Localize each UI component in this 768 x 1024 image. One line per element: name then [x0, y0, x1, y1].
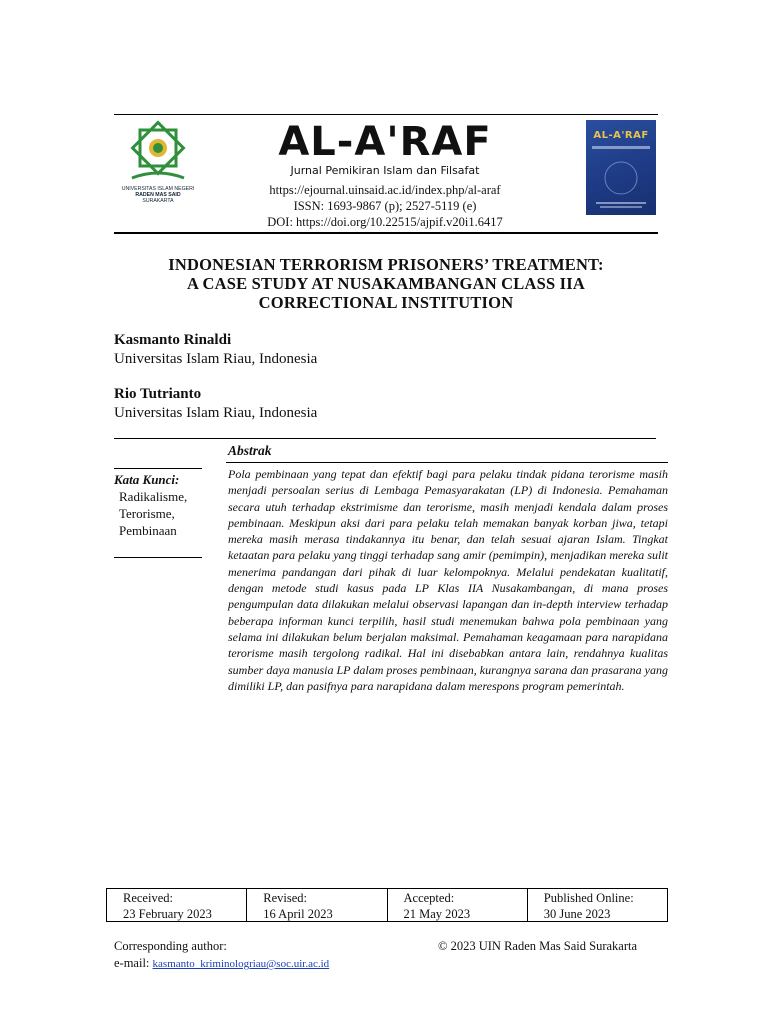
publication-dates-table	[106, 888, 668, 922]
journal-doi[interactable]: DOI: https://doi.org/10.22515/ajpif.v20i1.6417	[267, 215, 503, 229]
university-caption-line: SURAKARTA	[142, 198, 174, 204]
author-affiliation: Universitas Islam Riau, Indonesia	[114, 351, 318, 367]
copyright-notice: © 2023 UIN Raden Mas Said Surakarta	[438, 939, 638, 953]
email-label: e-mail:	[114, 956, 153, 970]
author-name: Kasmanto Rinaldi	[114, 332, 232, 348]
keywords-top-rule	[114, 468, 202, 469]
keyword-item: Pembinaan	[119, 523, 177, 538]
date-value: 23 February 2023	[123, 907, 212, 921]
date-published	[528, 889, 667, 921]
cover-artwork	[586, 120, 656, 215]
keywords-bottom-rule	[114, 557, 202, 558]
keyword-item: Radikalisme,	[119, 489, 188, 504]
paper-title-line: CORRECTIONAL INSTITUTION	[258, 293, 514, 312]
paper-title	[114, 255, 658, 312]
journal-subtitle: Jurnal Pemikiran Islam dan Filsafat	[290, 164, 480, 177]
journal-url[interactable]: https://ejournal.uinsaid.ac.id/index.php/al-araf	[269, 183, 501, 197]
header-bottom-rule	[114, 232, 658, 234]
date-revised	[247, 889, 387, 921]
university-caption-line: RADEN MAS SAID	[135, 192, 181, 198]
cover-title: AL-A'RAF	[593, 130, 649, 141]
abstract-text: Pola pembinaan yang tepat dan efektif bagi para pelaku tindak pidana terorisme masih menjadi persoalan serius di Lembaga Pemasyarakatan (LP) di Indonesia. Pemahaman secara utuh terhadap ekstrimisme dan terorisme, masih menjadi kendala dalam proses pembinaan. Meskipun aksi dari para pelaku telah memakan banyak korban jiwa, tetapi mereka masih merasa tindakannya itu benar, dan telah sesuai ajaran Islam. Tingkat ketaatan para pelaku yang tinggi terhadap sang amir (pemimpin), menjadikan mereka sulit menerima pandangan dari pihak di luar kelompoknya. Melalui pendekatan kualitatif, dengan metode studi kasus pada LP Klas IIA Nusakambangan, di mana proses pengumpulan data dilakukan melalui observasi lapangan dan in-depth interview terhadap beberapa informan kunci terpilih, hasil studi menemukan bahwa pola pembinaan yang selama ini dilakukan belum berjalan maksimal. Pemahaman keagamaan para narapidana terorisme masih tergolong radikal. Hal ini disebabkan antara lain, rendahnya kualitas sumber daya manusia LP dalam proses pembinaan, kurangnya sarana dan prasarana yang dimiliki LP, dan pasifnya para narapidana dalam merespons program pemerintah.	[228, 467, 668, 693]
date-accepted	[388, 889, 528, 921]
journal-issn: ISSN: 1693-9867 (p); 2527-5119 (e)	[293, 199, 477, 213]
keywords-heading: Kata Kunci:	[114, 472, 180, 487]
date-value: 21 May 2023	[403, 907, 471, 921]
author-name: Rio Tutrianto	[114, 386, 202, 402]
date-value: 16 April 2023	[263, 907, 333, 921]
date-value: 30 June 2023	[543, 907, 611, 921]
header-top-rule	[114, 114, 658, 115]
date-label: Revised:	[263, 891, 307, 905]
university-caption	[112, 186, 204, 204]
corresponding-author-label: Corresponding author:	[114, 939, 227, 953]
date-label: Received:	[123, 891, 173, 905]
keyword-item: Terorisme,	[119, 506, 175, 521]
date-label: Accepted:	[403, 891, 455, 905]
abstract-heading: Abstrak	[228, 443, 272, 458]
paper-title-line: A CASE STUDY AT NUSAKAMBANGAN CLASS IIA	[186, 274, 586, 293]
university-caption-line: UNIVERSITAS ISLAM NEGERI	[121, 186, 195, 192]
author-affiliation: Universitas Islam Riau, Indonesia	[114, 405, 318, 421]
journal-title: AL-A'RAF	[278, 119, 492, 165]
abstract-heading-rule	[226, 462, 668, 463]
abstract-top-rule	[114, 438, 656, 439]
email-link[interactable]: kasmanto_kriminologriau@soc.uir.ac.id	[152, 958, 330, 970]
journal-cover-image	[586, 120, 656, 215]
email-line	[114, 956, 329, 971]
date-label: Published Online:	[543, 891, 634, 905]
paper-title-line: INDONESIAN TERRORISM PRISONERS’ TREATMENT:	[168, 255, 604, 274]
date-received	[107, 889, 247, 921]
